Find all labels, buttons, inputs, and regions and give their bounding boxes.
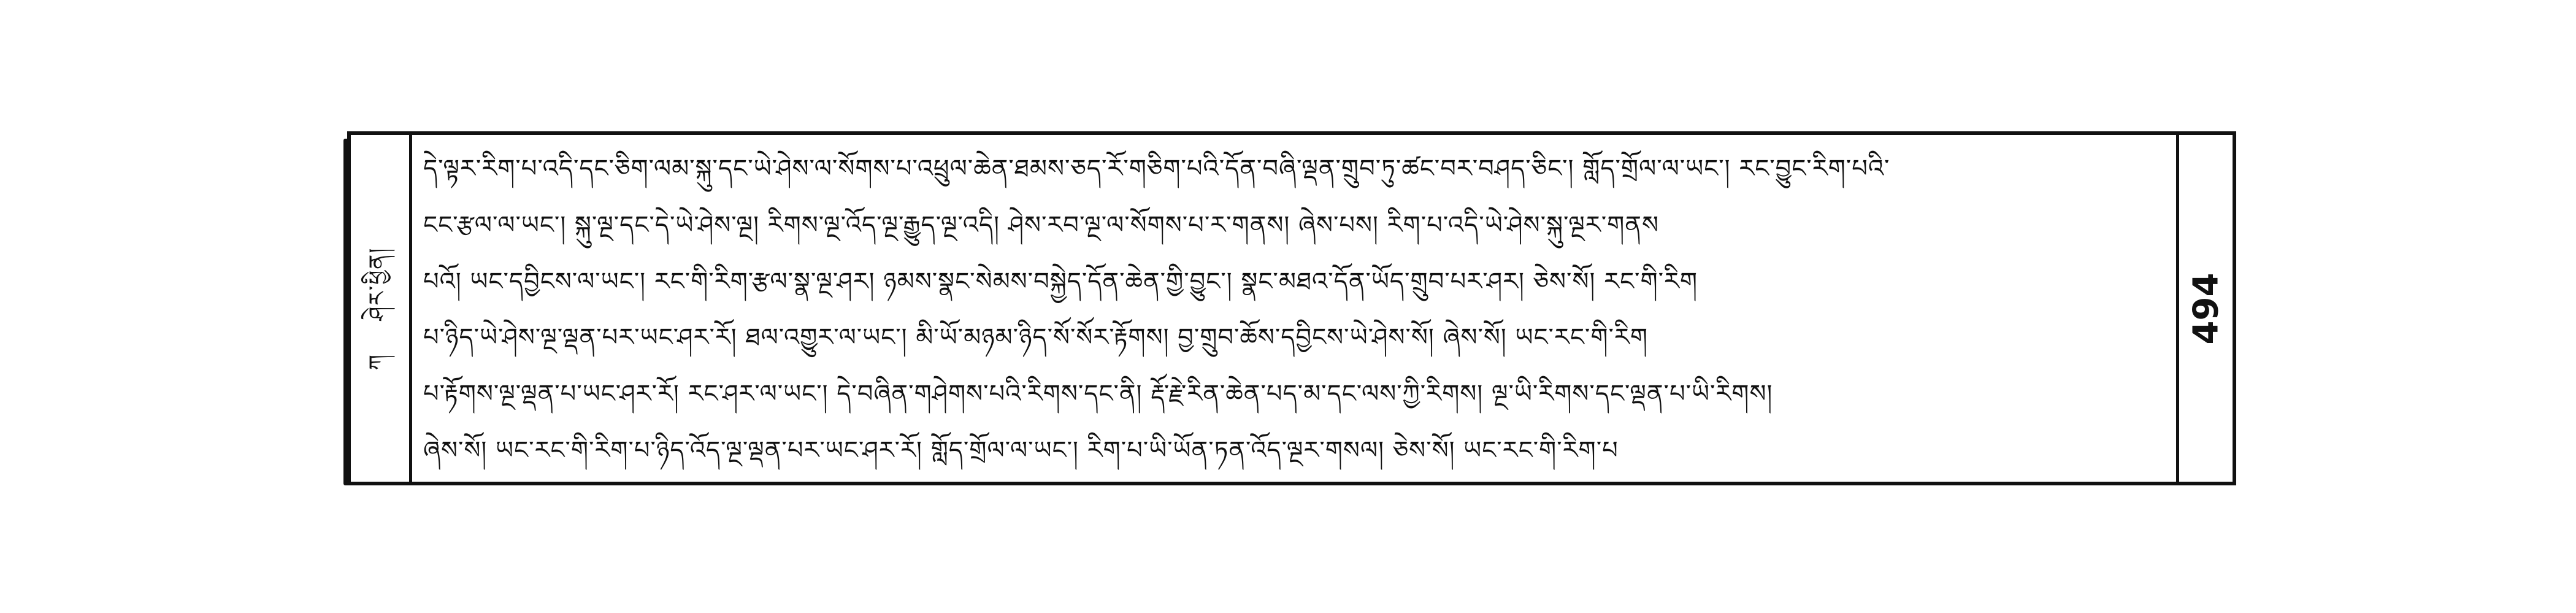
text-line-3: པའོ། ཡང་དབྱིངས་ལ་ཡང་། རང་གི་རིག་རྩལ་སྣ་ལྔ་ཤར། ཉམས་སྣང་སེམས་བསྐྱེད་དོན་ཆེན་གྱི་བྱུང་། སྣང་མཐའ་དོན་ཡོད་གྲུབ་པར་ཤར། ཅེས་སོ། རང་གི་རིག xyxy=(423,267,1698,296)
text-body xyxy=(423,142,2165,477)
text-line-6: ཞེས་སོ། ཡང་རང་གི་རིག་པ་ཉིད་འོད་ལྔ་ལྡན་པར་ཡང་ཤར་རོ། གློད་གྲོལ་ལ་ཡང་། རིག་པ་ཡི་ཡོན་ཏན་འོད་ལྔར་གསལ། ཅེས་སོ། ཡང་རང་གི་རིག་པ xyxy=(423,436,1619,465)
right-margin xyxy=(2176,135,2233,482)
text-line-4: པ་ཉིད་ཡེ་ཤེས་ལྔ་ལྡན་པར་ཡང་ཤར་རོ། ཐལ་འགྱུར་ལ་ཡང་། མི་ཡོ་མཉམ་ཉིད་སོ་སོར་རྟོགས། བྱ་གྲུབ་ཆོས་དབྱིངས་ཡེ་ཤེས་སོ། ཞེས་སོ། ཡང་རང་གི་རིག xyxy=(423,323,1648,352)
left-margin xyxy=(357,135,412,482)
text-line-1: དེ་ལྟར་རིག་པ་འདི་དང་ཅིག་ལམ་སྐུ་དང་ཡེ་ཤེས་ལ་སོགས་པ་འཕྲུལ་ཆེན་ཐམས་ཅད་རོ་གཅིག་པའི་དོན་བཞི་ལྡན་གྲུབ་ཏུ་ཚང་བར་བཤད་ཅིང་། གློད་གྲོལ་ལ་ཡང་། རང་བྱུང་རིག་པའི་ xyxy=(423,155,1890,183)
text-line-5: པ་རྟོགས་ལྔ་ལྡན་པ་ཡང་ཤར་རོ། རང་ཤར་ལ་ཡང་། དེ་བཞིན་གཤེགས་པའི་རིགས་དང་ནི། རྡོ་རྗེ་རིན་ཆེན་པད་མ་དང་ལས་ཀྱི་རིགས། ལྔ་ཡི་རིགས་དང་ལྡན་པ་ཡི་རིགས། xyxy=(423,380,1773,409)
margin-title-text: ཤེར་ཕྱིན། xyxy=(364,247,390,321)
margin-volume: ཀ xyxy=(364,353,390,370)
margin-title xyxy=(352,247,415,370)
text-line-2: ངང་རྩལ་ལ་ཡང་། སྐུ་ལྔ་དང་དེ་ཡེ་ཤེས་ལྔ། རིགས་ལྔ་འོད་ལྔ་རྒྱུད་ལྔ་འདི། ཤེས་རབ་ལྔ་ལ་སོགས་པ་ར་གནས། ཞེས་པས། རིག་པ་འདི་ཡེ་ཤེས་སྐུ་ལྔར་གནས xyxy=(423,210,1659,239)
page-number: 494 xyxy=(2186,272,2226,344)
